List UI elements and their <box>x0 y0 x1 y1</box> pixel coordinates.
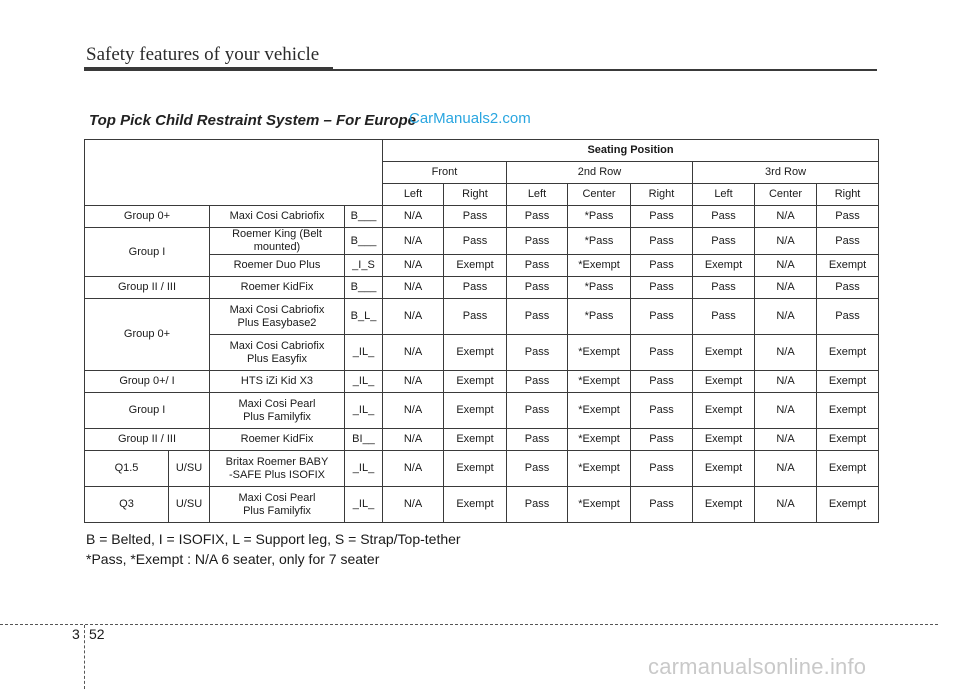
value-cell: Pass <box>631 299 693 335</box>
value-cell: N/A <box>755 277 817 299</box>
table-row <box>85 393 879 429</box>
value-cell: N/A <box>383 299 444 335</box>
value-cell: Pass <box>631 451 693 487</box>
value-cell: Exempt <box>444 393 507 429</box>
seat-header: Center <box>755 184 817 206</box>
value-cell: N/A <box>383 277 444 299</box>
seat-header: Center <box>568 184 631 206</box>
model-line: Plus Easyfix <box>247 352 307 365</box>
value-cell: Pass <box>631 206 693 228</box>
value-cell: *Exempt <box>568 451 631 487</box>
model-line: Maxi Cosi Cabriofix <box>229 303 325 316</box>
value-cell: Pass <box>444 206 507 228</box>
value-cell: Exempt <box>444 451 507 487</box>
code-cell: BI__ <box>345 429 383 451</box>
code-cell: B___ <box>345 206 383 228</box>
value-cell: Exempt <box>693 487 755 523</box>
value-cell: Pass <box>507 451 568 487</box>
legend-abbreviations: B = Belted, I = ISOFIX, L = Support leg, S = Strap/Top-tether <box>86 531 461 547</box>
model-line: Maxi Cosi Pearl <box>238 397 316 410</box>
value-cell: Exempt <box>817 335 879 371</box>
page-header-title: Safety features of your vehicle <box>86 44 320 65</box>
table-row <box>85 299 879 335</box>
value-cell: Pass <box>631 487 693 523</box>
value-cell: Pass <box>631 228 693 255</box>
code-cell: _I_S <box>345 255 383 277</box>
seating-position-header: Seating Position <box>383 140 879 162</box>
group-cell: Group II / III <box>85 429 210 451</box>
model-line: Plus Familyfix <box>243 504 311 517</box>
value-cell: *Exempt <box>568 429 631 451</box>
row-header-2nd: 2nd Row <box>507 162 693 184</box>
model-line: Plus Familyfix <box>243 410 311 423</box>
value-cell: Exempt <box>444 429 507 451</box>
table-row <box>85 451 879 487</box>
seat-header: Right <box>631 184 693 206</box>
model-cell <box>210 487 345 523</box>
value-cell: N/A <box>383 371 444 393</box>
table-header-row <box>85 140 879 162</box>
seat-header: Right <box>444 184 507 206</box>
code-cell: _IL_ <box>345 487 383 523</box>
value-cell: Exempt <box>817 429 879 451</box>
value-cell: Exempt <box>444 255 507 277</box>
model-cell: Roemer KidFix <box>210 277 345 299</box>
group-cell: Group 0+ <box>85 299 210 371</box>
footer-dashed-divider <box>84 625 85 689</box>
footer-dashed-rule <box>0 624 938 625</box>
value-cell: Pass <box>631 255 693 277</box>
value-cell: Pass <box>693 228 755 255</box>
page-number: 52 <box>89 626 105 642</box>
value-cell: Pass <box>507 277 568 299</box>
code-cell: _IL_ <box>345 393 383 429</box>
value-cell: Exempt <box>817 371 879 393</box>
value-cell: *Exempt <box>568 335 631 371</box>
model-line: Maxi Cosi Pearl <box>238 491 316 504</box>
value-cell: Pass <box>507 299 568 335</box>
value-cell: Pass <box>631 371 693 393</box>
value-cell: Pass <box>693 206 755 228</box>
header-blank-cell <box>85 140 383 206</box>
value-cell: N/A <box>755 371 817 393</box>
row-header-3rd: 3rd Row <box>693 162 879 184</box>
value-cell: Pass <box>631 277 693 299</box>
value-cell: Pass <box>507 335 568 371</box>
value-cell: Exempt <box>693 393 755 429</box>
value-cell: Exempt <box>444 371 507 393</box>
value-cell: Exempt <box>817 451 879 487</box>
row-header-front: Front <box>383 162 507 184</box>
value-cell: Pass <box>444 228 507 255</box>
value-cell: *Pass <box>568 299 631 335</box>
value-cell: N/A <box>383 393 444 429</box>
model-cell: Roemer Duo Plus <box>210 255 345 277</box>
value-cell: Pass <box>444 277 507 299</box>
value-cell: Pass <box>817 228 879 255</box>
seat-header: Left <box>383 184 444 206</box>
model-cell <box>210 335 345 371</box>
value-cell: Pass <box>444 299 507 335</box>
child-restraint-table <box>84 139 879 523</box>
value-cell: Pass <box>693 299 755 335</box>
table-row <box>85 206 879 228</box>
legend-seater-note: *Pass, *Exempt : N/A 6 seater, only for 7 seater <box>86 551 380 567</box>
section-title: Top Pick Child Restraint System – For Europe <box>89 112 417 129</box>
model-cell: HTS iZi Kid X3 <box>210 371 345 393</box>
value-cell: N/A <box>755 487 817 523</box>
value-cell: *Pass <box>568 277 631 299</box>
table-row <box>85 371 879 393</box>
value-cell: *Exempt <box>568 255 631 277</box>
value-cell: *Pass <box>568 228 631 255</box>
value-cell: Pass <box>507 206 568 228</box>
value-cell: N/A <box>755 393 817 429</box>
seat-header: Right <box>817 184 879 206</box>
value-cell: N/A <box>755 335 817 371</box>
code-cell: _IL_ <box>345 371 383 393</box>
table-row <box>85 487 879 523</box>
value-cell: *Exempt <box>568 487 631 523</box>
sub-cell: U/SU <box>169 451 210 487</box>
value-cell: Pass <box>817 277 879 299</box>
group-cell: Q3 <box>85 487 169 523</box>
value-cell: Pass <box>817 206 879 228</box>
seat-header: Left <box>693 184 755 206</box>
value-cell: N/A <box>383 487 444 523</box>
code-cell: _IL_ <box>345 335 383 371</box>
model-cell: Maxi Cosi Cabriofix <box>210 206 345 228</box>
chapter-number: 3 <box>72 626 80 642</box>
value-cell: Pass <box>631 335 693 371</box>
value-cell: N/A <box>755 429 817 451</box>
value-cell: Pass <box>631 393 693 429</box>
value-cell: N/A <box>383 335 444 371</box>
code-cell: B_L_ <box>345 299 383 335</box>
value-cell: N/A <box>755 228 817 255</box>
value-cell: Exempt <box>817 255 879 277</box>
value-cell: Pass <box>507 255 568 277</box>
model-line: Plus Easybase2 <box>237 316 317 329</box>
value-cell: N/A <box>755 255 817 277</box>
model-cell: Roemer King (Belt mounted) <box>210 228 345 255</box>
model-line: Maxi Cosi Cabriofix <box>229 339 325 352</box>
value-cell: Pass <box>507 487 568 523</box>
model-cell: Roemer KidFix <box>210 429 345 451</box>
watermark-top: CarManuals2.com <box>409 110 531 127</box>
group-cell: Group I <box>85 393 210 429</box>
model-cell <box>210 393 345 429</box>
value-cell: N/A <box>755 206 817 228</box>
group-cell: Group II / III <box>85 277 210 299</box>
model-line: -SAFE Plus ISOFIX <box>229 468 325 481</box>
table-row <box>85 228 879 255</box>
value-cell: Pass <box>507 371 568 393</box>
value-cell: N/A <box>383 255 444 277</box>
header-rule-thin <box>333 69 877 71</box>
model-cell <box>210 299 345 335</box>
value-cell: *Pass <box>568 206 631 228</box>
value-cell: Exempt <box>693 451 755 487</box>
seat-header: Left <box>507 184 568 206</box>
table-row <box>85 277 879 299</box>
group-cell: Group I <box>85 228 210 277</box>
value-cell: N/A <box>383 206 444 228</box>
group-cell: Group 0+ <box>85 206 210 228</box>
value-cell: Exempt <box>817 393 879 429</box>
value-cell: Pass <box>693 277 755 299</box>
value-cell: *Exempt <box>568 371 631 393</box>
value-cell: Exempt <box>693 255 755 277</box>
value-cell: Pass <box>507 429 568 451</box>
value-cell: *Exempt <box>568 393 631 429</box>
value-cell: Pass <box>817 299 879 335</box>
value-cell: Exempt <box>444 487 507 523</box>
value-cell: Pass <box>507 393 568 429</box>
sub-cell: U/SU <box>169 487 210 523</box>
table-row <box>85 429 879 451</box>
group-cell: Group 0+/ I <box>85 371 210 393</box>
value-cell: Exempt <box>693 335 755 371</box>
value-cell: N/A <box>755 451 817 487</box>
value-cell: N/A <box>383 429 444 451</box>
value-cell: Exempt <box>693 429 755 451</box>
value-cell: Pass <box>507 228 568 255</box>
value-cell: Exempt <box>444 335 507 371</box>
code-cell: B___ <box>345 277 383 299</box>
value-cell: Exempt <box>817 487 879 523</box>
model-line: Britax Roemer BABY <box>225 455 329 468</box>
code-cell: B___ <box>345 228 383 255</box>
value-cell: N/A <box>755 299 817 335</box>
header-rule-thick <box>84 67 333 71</box>
value-cell: Exempt <box>693 371 755 393</box>
value-cell: N/A <box>383 451 444 487</box>
value-cell: N/A <box>383 228 444 255</box>
group-cell: Q1.5 <box>85 451 169 487</box>
watermark-bottom: carmanualsonline.info <box>648 654 867 679</box>
value-cell: Pass <box>631 429 693 451</box>
code-cell: _IL_ <box>345 451 383 487</box>
model-cell <box>210 451 345 487</box>
